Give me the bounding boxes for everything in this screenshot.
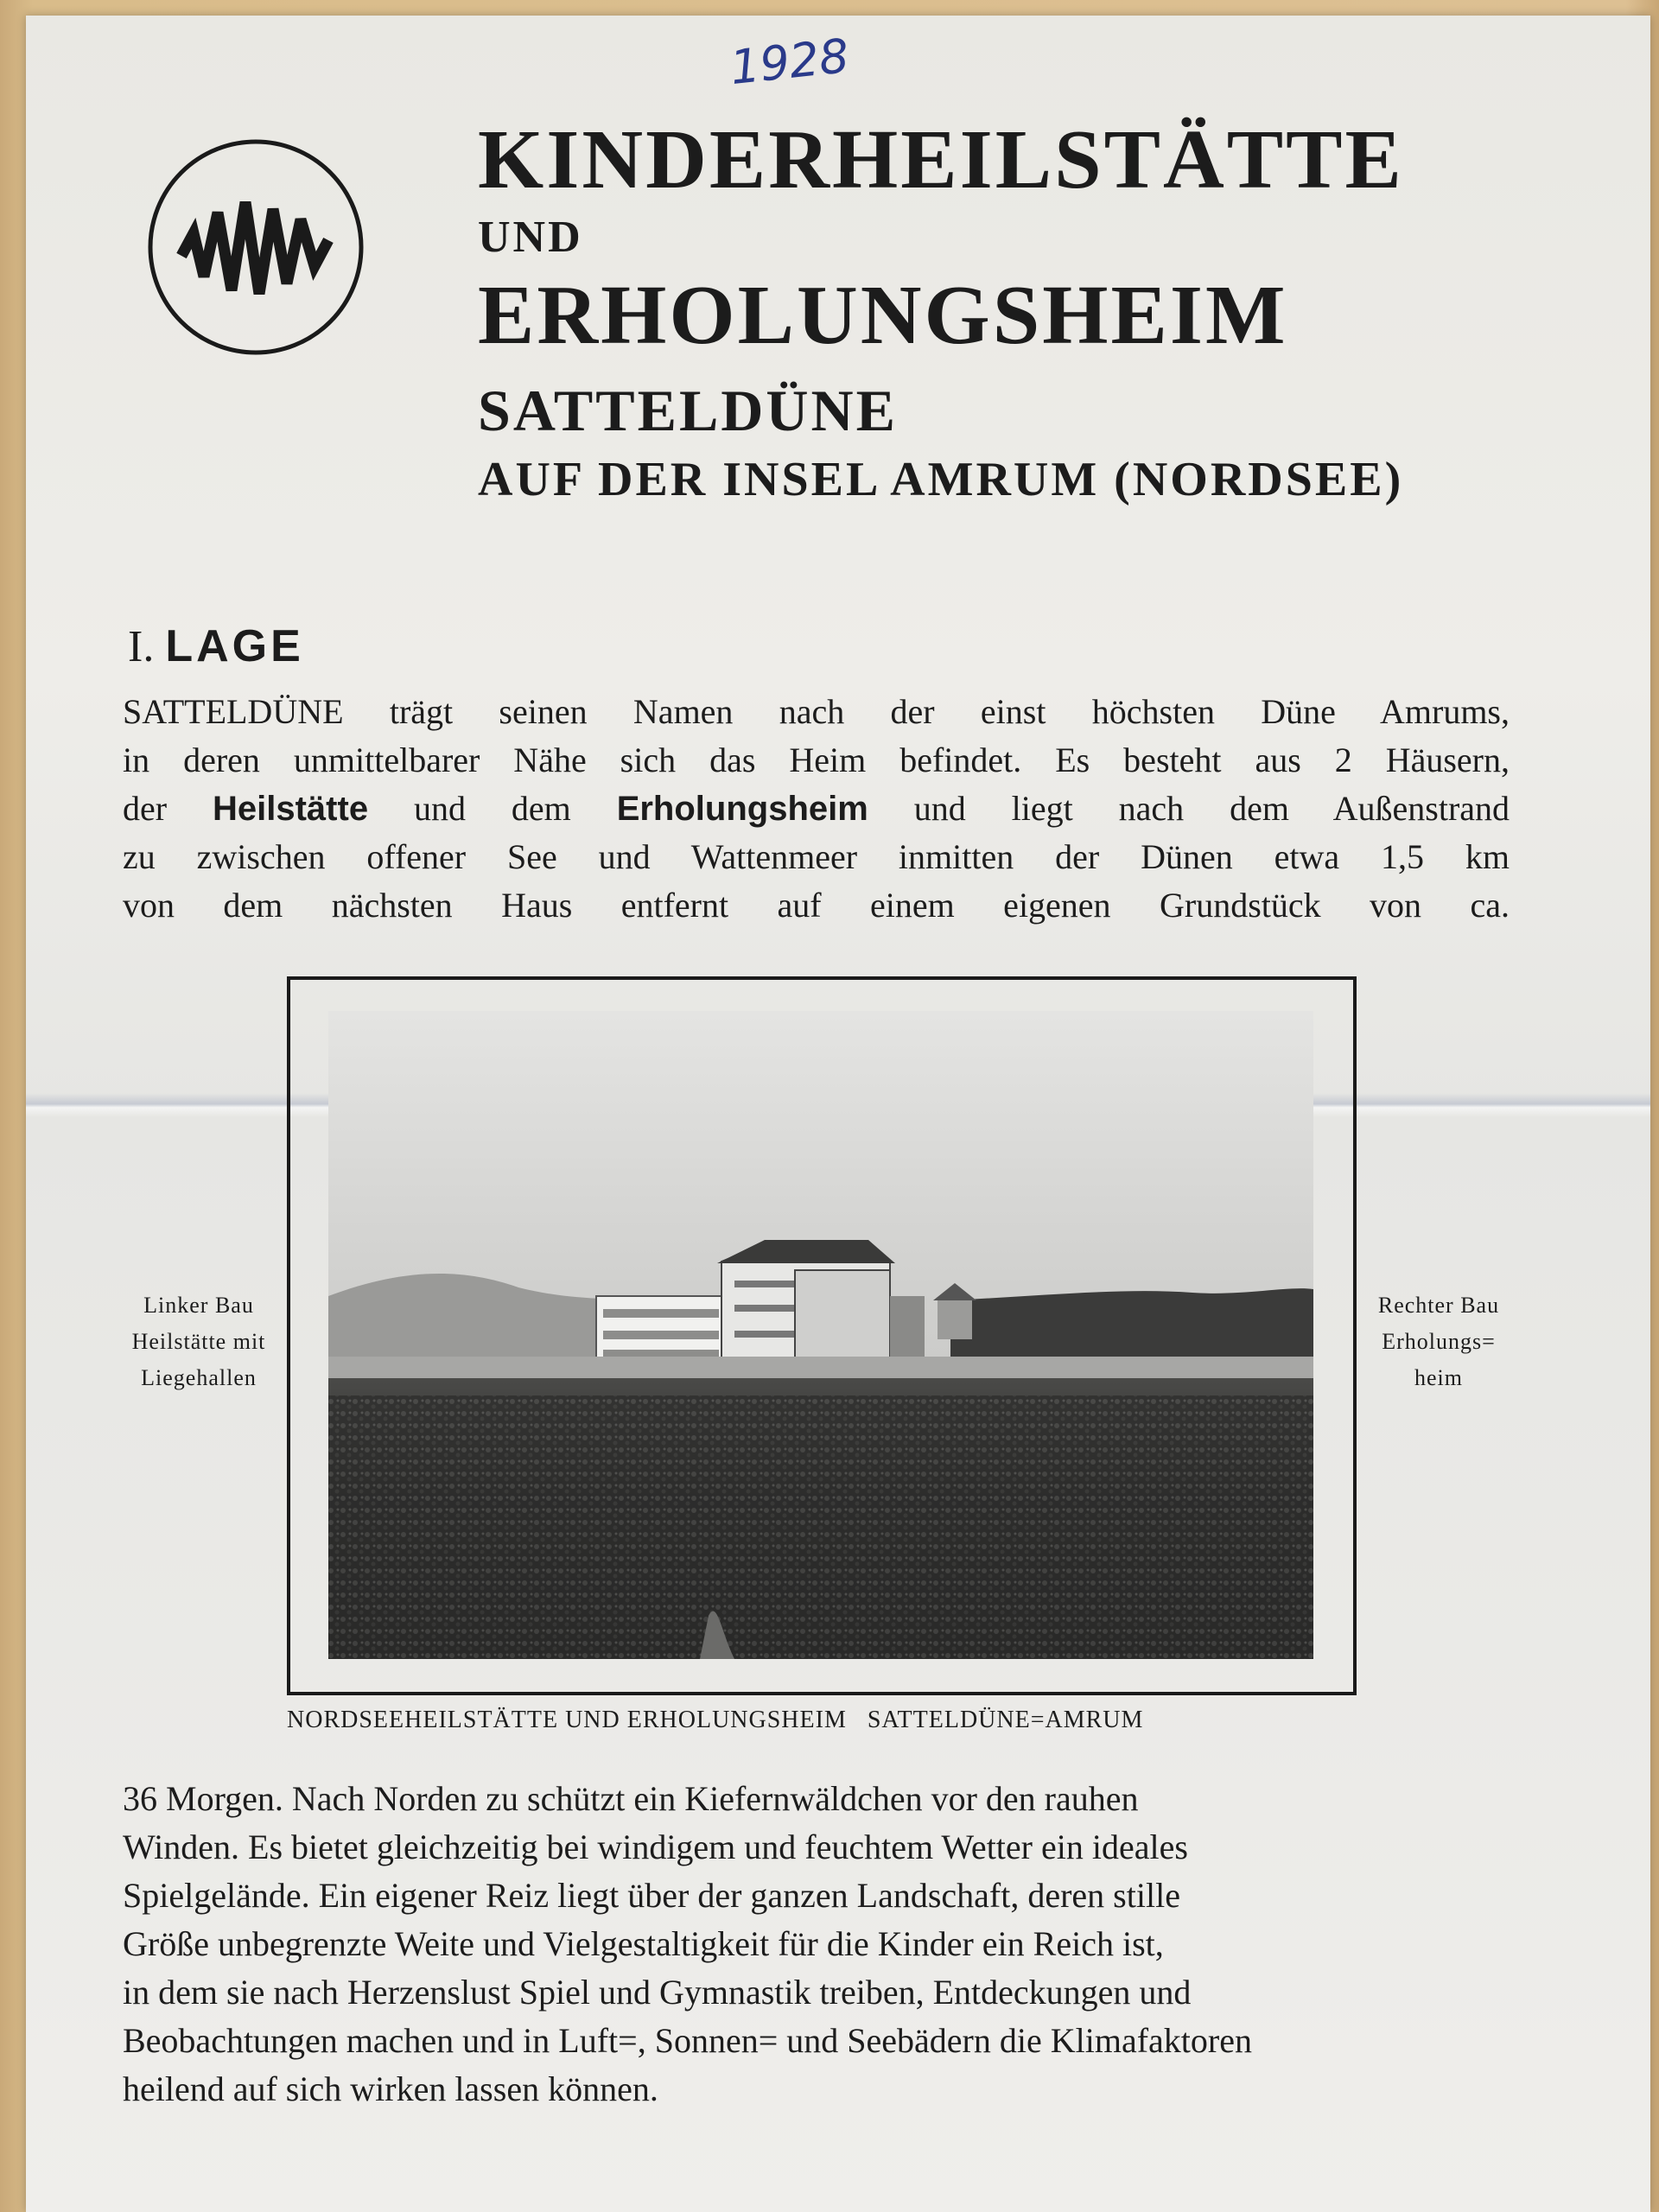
label-right-line: Rechter Bau (1377, 1293, 1500, 1318)
section-number: I. (128, 622, 155, 671)
section-heading (128, 620, 304, 672)
label-left-line: Heilstätte mit (131, 1329, 266, 1354)
bold-heilstaette: Heilstätte (213, 790, 369, 828)
text-line: Größe unbegrenzte Weite und Vielgestaltigkeit für die Kinder ein Reich ist, (123, 1924, 1164, 1963)
title-satteldune: SATTELDÜNE (478, 378, 898, 443)
building-photo (328, 1011, 1313, 1659)
text-line: 36 Morgen. Nach Norden zu schützt ein Kiefernwäldchen vor den rauhen (123, 1779, 1139, 1818)
title-kinderheilstaette: KINDERHEILSTÄTTE (478, 113, 1404, 207)
text-line: von dem nächsten Haus entfernt auf einem eigenen Grundstück von ca. (123, 886, 1510, 925)
text-line: SATTELDÜNE trägt seinen Namen nach der einst höchsten Düne Amrums, (123, 692, 1510, 731)
text-fragment: der (123, 789, 168, 828)
subtitle-location: AUF DER INSEL AMRUM (NORDSEE) (478, 453, 1404, 506)
handwritten-year: 1928 (728, 28, 852, 96)
text-line: Winden. Es bietet gleichzeitig bei windigem und feuchtem Wetter ein ideales (123, 1827, 1188, 1866)
paragraph-lage-2 (123, 1775, 1510, 2113)
text-fragment: und liegt nach dem Außenstrand (913, 789, 1510, 828)
text-line-with-bold (123, 785, 1510, 833)
label-right-line: heim (1414, 1365, 1463, 1390)
wave-logo-icon (145, 137, 366, 358)
title-erholungsheim: ERHOLUNGSHEIM (478, 269, 1288, 362)
photo-label-left (117, 1287, 281, 1396)
text-line: Spielgelände. Ein eigener Reiz liegt über der ganzen Landschaft, deren stille (123, 1876, 1180, 1915)
label-left-line: Linker Bau (143, 1293, 254, 1318)
text-line: Beobachtungen machen und in Luft=, Sonnen= und Seebädern die Klimafaktoren (123, 2021, 1252, 2060)
photo-label-right (1357, 1287, 1521, 1396)
text-fragment: und dem (413, 789, 571, 828)
paragraph-lage-1 (123, 688, 1510, 930)
bold-erholungsheim: Erholungsheim (616, 790, 868, 828)
section-title: LAGE (165, 621, 304, 671)
text-line: heilend auf sich wirken lassen können. (123, 2069, 658, 2108)
text-line: in dem sie nach Herzenslust Spiel und Gymnastik treiben, Entdeckungen und (123, 1973, 1192, 2012)
text-line: in deren unmittelbarer Nähe sich das Heim befindet. Es besteht aus 2 Häusern, (123, 741, 1510, 779)
title-und: UND (478, 213, 583, 262)
text-line: zu zwischen offener See und Wattenmeer inmitten der Dünen etwa 1,5 km (123, 837, 1510, 876)
label-right-line: Erholungs= (1382, 1329, 1496, 1354)
photo-caption: NORDSEEHEILSTÄTTE UND ERHOLUNGSHEIM SATTELDÜNE=AMRUM (287, 1707, 1144, 1733)
label-left-line: Liegehallen (141, 1365, 257, 1390)
